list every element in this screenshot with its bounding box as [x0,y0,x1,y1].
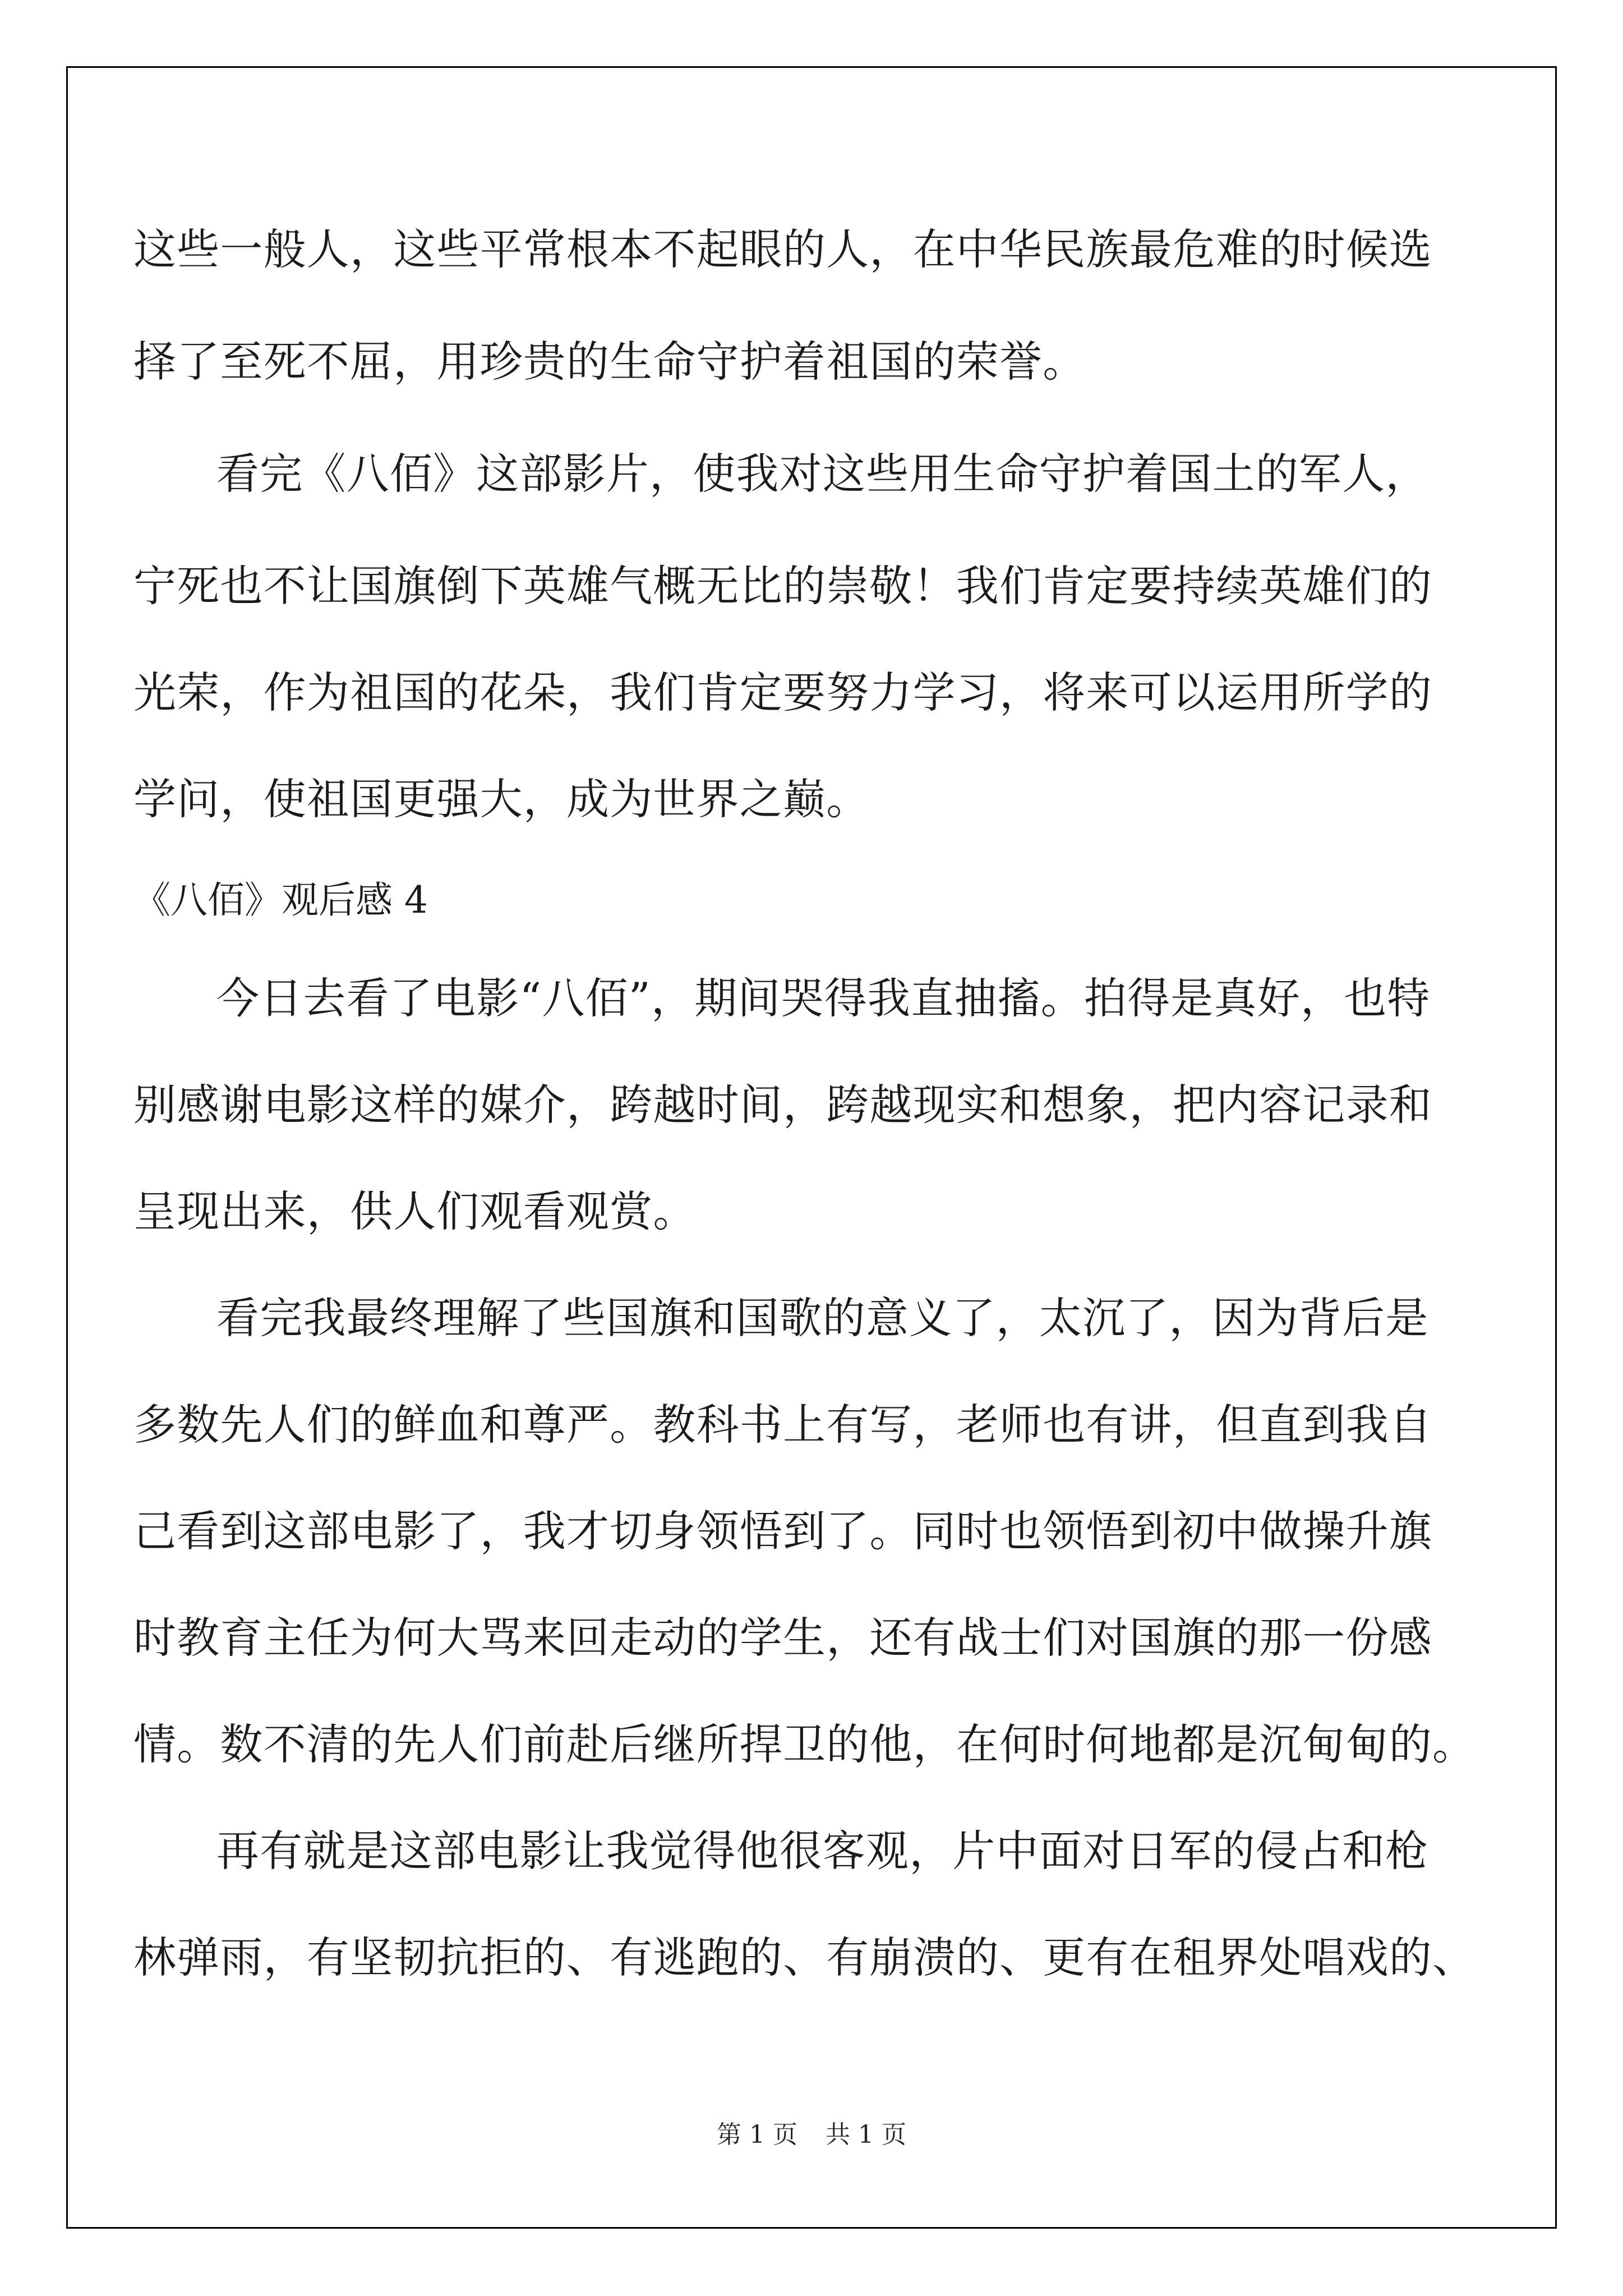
text-line: 别感谢电影这样的媒介，跨越时间，跨越现实和想象，把内容记录和 [133,1080,1432,1130]
text-line: 时教育主任为何大骂来回走动的学生，还有战士们对国旗的那一份感 [133,1613,1432,1663]
text-line: 己看到这部电影了，我才切身领悟到了。同时也领悟到初中做操升旗 [133,1506,1432,1556]
text-line: 这些一般人，这些平常根本不起眼的人，在中华民族最危难的时候选 [133,224,1432,274]
text-line: 择了至死不屈，用珍贵的生命守护着祖国的荣誉。 [133,337,1086,386]
text-line: 宁死也不让国旗倒下英雄气概无比的崇敬！我们肯定要持续英雄们的 [133,561,1432,611]
text-line: 学问，使祖国更强大，成为世界之巅。 [133,774,870,824]
paragraph-start: 今日去看了电影“八佰”，期间哭得我直抽搐。拍得是真好，也特 [216,973,1431,1023]
page-total: 共 1 页 [826,2120,906,2149]
text-line: 多数先人们的鲜血和尊严。教科书上有写，老师也有讲，但直到我自 [133,1400,1432,1450]
page-footer [0,2118,1623,2152]
paragraph-start: 看完《八佰》这部影片，使我对这些用生命守护着国土的军人， [216,449,1429,499]
section-heading: 《八佰》观后感 4 [133,878,428,922]
paragraph-start: 再有就是这部电影让我觉得他很客观，片中面对日军的侵占和枪 [216,1826,1429,1876]
text-line: 林弹雨，有坚韧抗拒的、有逃跑的、有崩溃的、更有在租界处唱戏的、 [133,1932,1476,1982]
page-number: 第 1 页 [717,2120,797,2149]
text-line: 呈现出来，供人们观看观赏。 [133,1186,697,1236]
text-line: 光荣，作为祖国的花朵，我们肯定要努力学习，将来可以运用所学的 [133,668,1432,717]
page-border [66,66,1557,2229]
paragraph-start: 看完我最终理解了些国旗和国歌的意义了，太沉了，因为背后是 [216,1293,1429,1343]
text-line: 情。数不清的先人们前赴后继所捍卫的他，在何时何地都是沉甸甸的。 [133,1719,1476,1769]
